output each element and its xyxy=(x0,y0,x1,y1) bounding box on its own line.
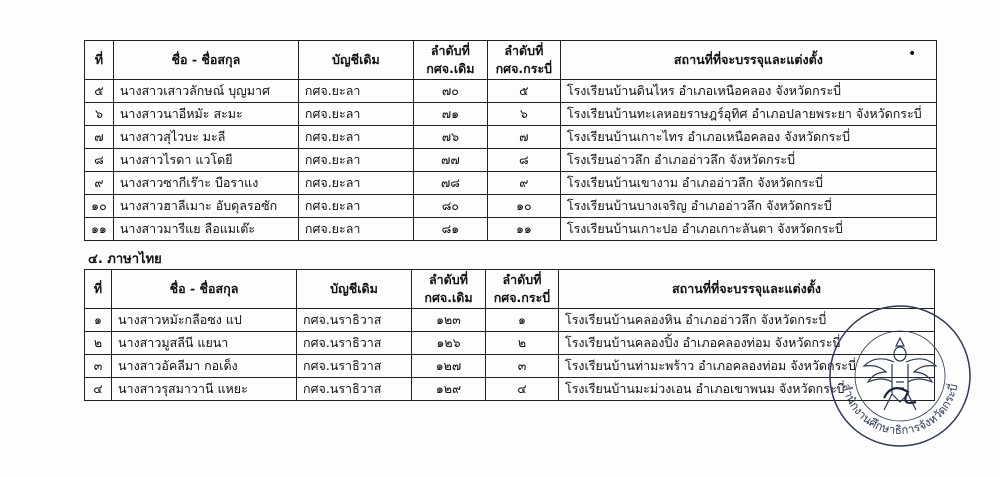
cell-original-list: กศจ.ยะลา xyxy=(298,80,413,103)
table-row xyxy=(85,355,935,378)
cell-no: ๑๐ xyxy=(85,195,114,218)
col-header-original-list: บัญชีเดิม xyxy=(297,270,412,309)
cell-original-rank: ๑๒๓ xyxy=(412,309,486,332)
cell-original-list: กศจ.ยะลา xyxy=(298,218,413,241)
col-header-no: ที่ xyxy=(85,41,114,80)
cell-name: นางสาวไรดา แวโดยี xyxy=(113,149,298,172)
cell-name: นางสาวมูสลีนี แยนา xyxy=(112,332,297,355)
cell-no: ๑ xyxy=(85,309,112,332)
cell-placement: โรงเรียนบ้านดินไหร อำเภอเหนือคลอง จังหวัดกระบี่ xyxy=(560,80,936,103)
cell-no: ๑๑ xyxy=(85,218,114,241)
cell-krabi-rank: ๘ xyxy=(487,149,560,172)
table-row xyxy=(85,172,937,195)
table-body xyxy=(85,80,937,241)
cell-original-rank: ๗๖ xyxy=(413,126,487,149)
cell-krabi-rank: ๑ xyxy=(486,309,559,332)
cell-original-list: กศจ.ยะลา xyxy=(298,103,413,126)
table-row xyxy=(85,218,937,241)
table-row xyxy=(85,378,935,401)
table-row xyxy=(85,195,937,218)
garuda-seal-icon xyxy=(826,302,974,450)
cell-original-rank: ๗๐ xyxy=(413,80,487,103)
cell-original-list: กศจ.ยะลา xyxy=(298,172,413,195)
cell-krabi-rank: ๓ xyxy=(486,355,559,378)
cell-name: นางสาวอัคลีมา กอเด็ง xyxy=(112,355,297,378)
cell-no: ๔ xyxy=(85,378,112,401)
cell-placement: โรงเรียนบ้านมะม่วงเอน อำเภอเขาพนม จังหวัดกระบี่ xyxy=(559,378,935,401)
cell-krabi-rank: ๒ xyxy=(486,332,559,355)
table-teachers-continued xyxy=(84,40,937,241)
cell-original-rank: ๗๗ xyxy=(413,149,487,172)
cell-placement: โรงเรียนบ้านเขางาม อำเภออ่าวลึก จังหวัดกระบี่ xyxy=(560,172,936,195)
cell-krabi-rank: ๑๐ xyxy=(487,195,560,218)
margin-dot: • xyxy=(908,46,917,62)
cell-original-rank: ๘๑ xyxy=(413,218,487,241)
cell-name: นางสาวเสาวลักษณ์ บุญมาศ xyxy=(113,80,298,103)
cell-placement: โรงเรียนอ่าวลึก อำเภออ่าวลึก จังหวัดกระบี่ xyxy=(560,149,936,172)
cell-name: นางสาวฮาลีเมาะ อับดุลรอซัก xyxy=(113,195,298,218)
cell-krabi-rank: ๕ xyxy=(487,80,560,103)
cell-no: ๕ xyxy=(85,80,114,103)
col-header-placement: สถานที่ที่จะบรรจุและแต่งตั้ง xyxy=(559,270,935,309)
cell-krabi-rank: ๗ xyxy=(487,126,560,149)
cell-original-rank: ๑๒๖ xyxy=(412,332,486,355)
col-header-original-rank: ลำดับที่ กศจ.เดิม xyxy=(413,41,487,80)
cell-original-rank: ๑๒๙ xyxy=(412,378,486,401)
table-row xyxy=(85,103,937,126)
cell-placement: โรงเรียนบ้านบางเจริญ อำเภออ่าวลึก จังหวัดกระบี่ xyxy=(560,195,936,218)
col-header-original-rank: ลำดับที่ กศจ.เดิม xyxy=(412,270,486,309)
cell-no: ๘ xyxy=(85,149,114,172)
cell-original-list: กศจ.นราธิวาส xyxy=(297,378,412,401)
col-header-name: ชื่อ - ชื่อสกุล xyxy=(112,270,297,309)
col-header-krabi-rank: ลำดับที่ กศจ.กระบี่ xyxy=(487,41,560,80)
table-header-row xyxy=(85,270,935,309)
cell-original-rank: ๑๒๗ xyxy=(412,355,486,378)
cell-original-list: กศจ.นราธิวาส xyxy=(297,332,412,355)
cell-placement: โรงเรียนบ้านเกาะไทร อำเภอเหนือคลอง จังหวัดกระบี่ xyxy=(560,126,936,149)
cell-original-list: กศจ.นราธิวาส xyxy=(297,355,412,378)
col-header-name: ชื่อ - ชื่อสกุล xyxy=(113,41,298,80)
cell-krabi-rank: ๔ xyxy=(486,378,559,401)
cell-krabi-rank: ๑๑ xyxy=(487,218,560,241)
cell-original-list: กศจ.ยะลา xyxy=(298,149,413,172)
table-row xyxy=(85,80,937,103)
cell-original-rank: ๗๘ xyxy=(413,172,487,195)
cell-placement: โรงเรียนบ้านเกาะปอ อำเภอเกาะลันตา จังหวัดกระบี่ xyxy=(560,218,936,241)
col-header-no: ที่ xyxy=(85,270,112,309)
cell-placement: โรงเรียนบ้านทะเลหอยราษฎร์อุทิศ อำเภอปลายพระยา จังหวัดกระบี่ xyxy=(560,103,936,126)
table-row xyxy=(85,126,937,149)
cell-original-rank: ๘๐ xyxy=(413,195,487,218)
cell-no: ๖ xyxy=(85,103,114,126)
table-header-row xyxy=(85,41,937,80)
cell-krabi-rank: ๖ xyxy=(487,103,560,126)
cell-original-list: กศจ.นราธิวาส xyxy=(297,309,412,332)
cell-original-list: กศจ.ยะลา xyxy=(298,195,413,218)
table-row xyxy=(85,309,935,332)
cell-no: ๙ xyxy=(85,172,114,195)
cell-placement: โรงเรียนบ้านคลองหิน อำเภออ่าวลึก จังหวัดกระบี่ xyxy=(559,309,935,332)
cell-original-rank: ๗๑ xyxy=(413,103,487,126)
cell-original-list: กศจ.ยะลา xyxy=(298,126,413,149)
table-row xyxy=(85,149,937,172)
cell-placement: โรงเรียนบ้านท่ามะพร้าว อำเภอคลองท่อม จังหวัดกระบี่ xyxy=(559,355,935,378)
col-header-placement: สถานที่ที่จะบรรจุและแต่งตั้ง xyxy=(560,41,936,80)
cell-name: นางสาวสุไวบะ มะลี xyxy=(113,126,298,149)
cell-name: นางสาวนาอีหมัะ สะมะ xyxy=(113,103,298,126)
table-row xyxy=(85,332,935,355)
seal-text: สำนักงานศึกษาธิการจังหวัดกระบี่ xyxy=(839,382,961,438)
cell-placement: โรงเรียนบ้านคลองปิ้ง อำเภอคลองท่อม จังหวัดกระบี่ xyxy=(559,332,935,355)
col-header-original-list: บัญชีเดิม xyxy=(298,41,413,80)
cell-no: ๓ xyxy=(85,355,112,378)
table-body xyxy=(85,309,935,401)
table-thai-language xyxy=(84,269,935,401)
cell-name: นางสาวหมัะกลือซง แป xyxy=(112,309,297,332)
section-title-thai-language: ๔. ภาษาไทย xyxy=(88,252,162,267)
cell-no: ๒ xyxy=(85,332,112,355)
cell-krabi-rank: ๙ xyxy=(487,172,560,195)
cell-name: นางสาวรุสมาวานี แหยะ xyxy=(112,378,297,401)
col-header-krabi-rank: ลำดับที่ กศจ.กระบี่ xyxy=(486,270,559,309)
cell-name: นางสาวมารีแย ลือแมเต๊ะ xyxy=(113,218,298,241)
cell-name: นางสาวซากีเร๊าะ บือราแง xyxy=(113,172,298,195)
cell-no: ๗ xyxy=(85,126,114,149)
